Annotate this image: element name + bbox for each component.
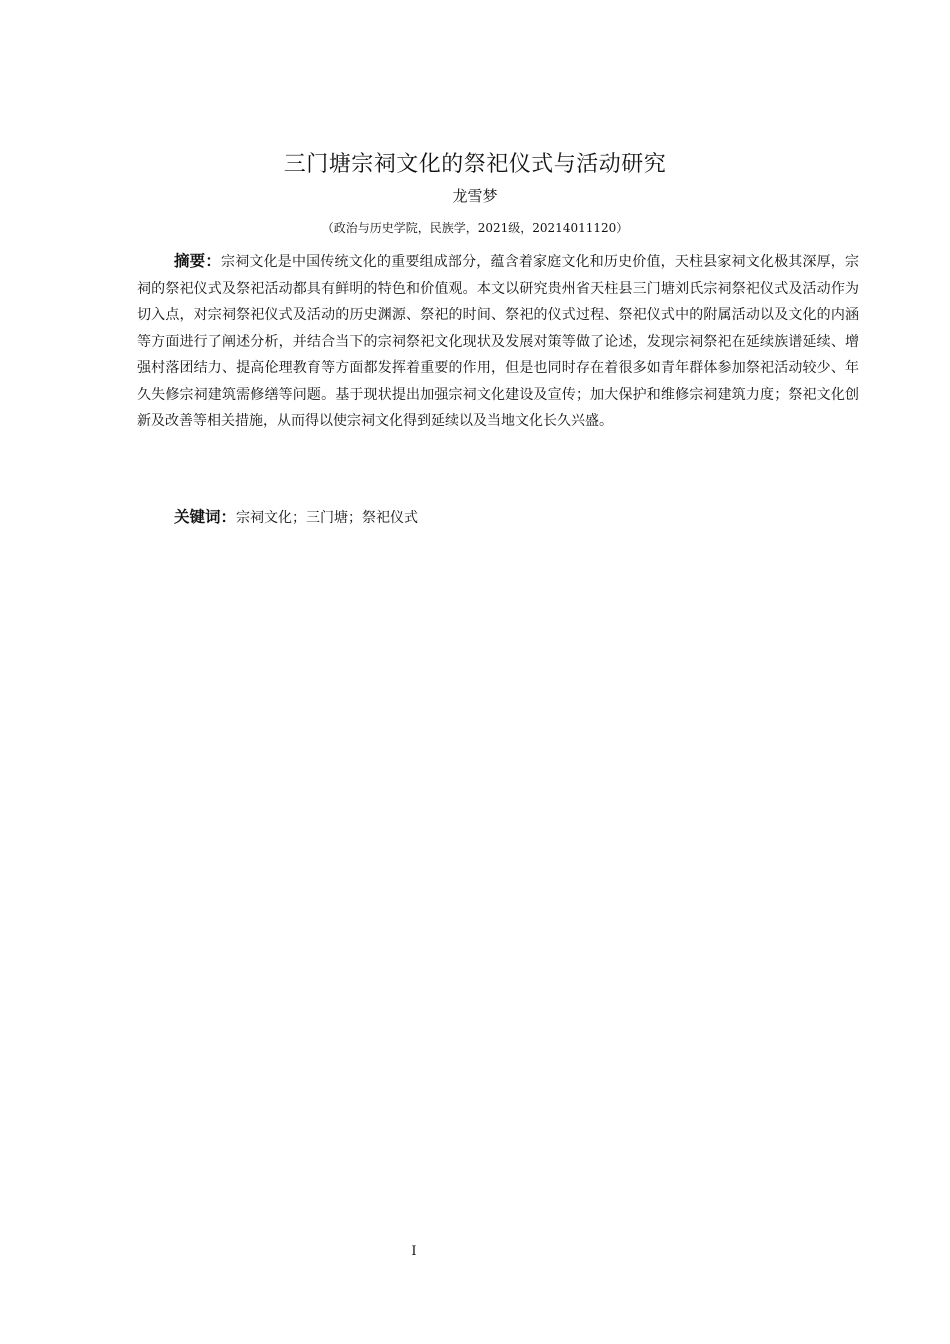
paper-title: 三门塘宗祠文化的祭祀仪式与活动研究: [283, 152, 667, 177]
page-number: I: [411, 1244, 417, 1259]
author-name: 龙雪梦: [452, 187, 498, 205]
author-affiliation: （政治与历史学院，民族学，2021级，20214011120）: [321, 221, 629, 235]
keywords-line: [174, 504, 859, 531]
abstract-paragraph: [137, 248, 859, 435]
keywords-label: 关键词：: [174, 508, 237, 526]
abstract-text: 宗祠文化是中国传统文化的重要组成部分，蕴含着家庭文化和历史价值，天柱县家祠文化极其深厚，宗祠的祭祀仪式及祭祀活动都具有鲜明的特色和价值观。本文以研究贵州省天柱县三门塘刘氏宗祠祭祀仪式及活动作为切入点，对宗祠祭祀仪式及活动的历史渊源、祭祀的时间、祭祀的仪式过程、祭祀仪式中的附属活动以及文化的内涵等方面进行了阐述分析，并结合当下的宗祠祭祀文化现状及发展对策等做了论述，发现宗祠祭祀在延续族谱延续、增强村落团结力、提高伦理教育等方面都发挥着重要的作用，但是也同时存在着很多如青年群体参加祭祀活动较少、年久失修宗祠建筑需修缮等问题。基于现状提出加强宗祠文化建设及宣传；加大保护和维修宗祠建筑力度；祭祀文化创新及改善等相关措施，从而得以使宗祠文化得到延续以及当地文化长久兴盛。: [137, 254, 859, 429]
keywords-text: 宗祠文化；三门塘；祭祀仪式: [236, 510, 419, 526]
abstract-label: 摘要：: [174, 252, 222, 270]
